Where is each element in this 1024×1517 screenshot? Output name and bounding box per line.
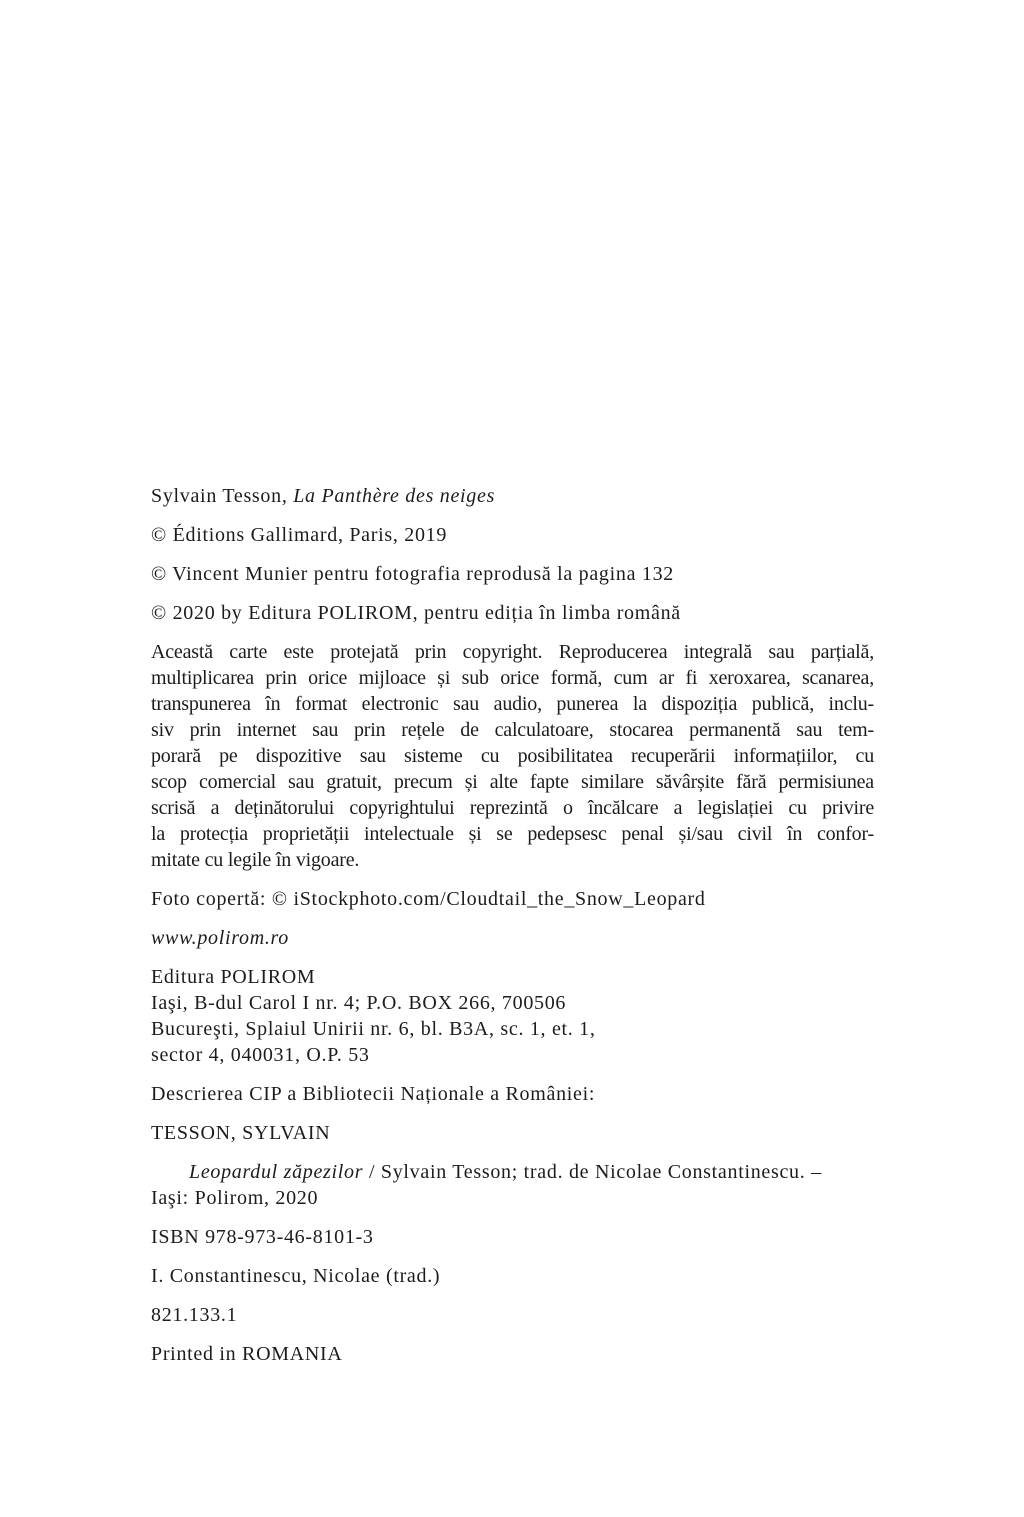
rights-paragraph — [151, 639, 874, 873]
rights-line: scop comercial sau gratuit, precum și alte fapte similare săvârșite fără permisiunea — [151, 771, 874, 793]
copyright-line-polirom: © 2020 by Editura POLIROM, pentru ediția în limba română — [151, 602, 681, 624]
translator-line: I. Constantinescu, Nicolae (trad.) — [151, 1265, 441, 1287]
rights-line: multiplicarea prin orice mijloace și sub orice formă, cum ar fi xeroxarea, scanarea, — [151, 667, 874, 689]
cip-entry — [151, 1159, 874, 1211]
original-title: La Panthère des neiges — [293, 485, 496, 507]
udc-index: 821.133.1 — [151, 1304, 238, 1326]
rights-line: scrisă a deținătorului copyrightului reprezintă o încălcare a legislației cu privire — [151, 797, 874, 819]
publisher-website: www.polirom.ro — [151, 927, 289, 949]
rights-line: porară pe dispozitive sau sisteme cu posibilitatea recuperării informațiilor, cu — [151, 745, 874, 767]
cip-entry-line2: Iaşi: Polirom, 2020 — [151, 1187, 319, 1209]
publisher-address-block — [151, 964, 874, 1068]
rights-line: Această carte este protejată prin copyright. Reproducerea integrală sau parțială, — [151, 641, 874, 663]
rights-line: siv prin internet sau prin rețele de calculatoare, stocarea permanentă sau tem- — [151, 719, 874, 741]
source-author: Sylvain Tesson, — [151, 485, 294, 507]
publisher-address-line: Iaşi, B-dul Carol I nr. 4; P.O. BOX 266, 700506 — [151, 992, 567, 1014]
cip-entry-description: / Sylvain Tesson; trad. de Nicolae Constantinescu. – — [363, 1161, 822, 1183]
cip-author: TESSON, SYLVAIN — [151, 1122, 331, 1144]
book-title-romanian: Leopardul zăpezilor — [189, 1161, 364, 1183]
rights-line: transpunerea în format electronic sau audio, punerea la dispoziția publică, inclu- — [151, 693, 874, 715]
publisher-address-line: Bucureşti, Splaiul Unirii nr. 6, bl. B3A, sc. 1, et. 1, — [151, 1018, 596, 1040]
cover-photo-credit: Foto copertă: © iStockphoto.com/Cloudtail_the_Snow_Leopard — [151, 888, 706, 910]
colophon-page-text — [151, 483, 874, 1380]
cip-entry-line1 — [151, 1159, 874, 1185]
publisher-name: Editura POLIROM — [151, 966, 316, 988]
rights-line: la protecția proprietății intelectuale și se pedepsesc penal și/sau civil în confor- — [151, 823, 874, 845]
copyright-line-munier: © Vincent Munier pentru fotografia reprodusă la pagina 132 — [151, 563, 674, 585]
rights-line: mitate cu legile în vigoare. — [151, 849, 360, 871]
printed-in-line: Printed in ROMANIA — [151, 1343, 343, 1365]
copyright-line-gallimard: © Éditions Gallimard, Paris, 2019 — [151, 524, 448, 546]
cip-heading: Descrierea CIP a Bibliotecii Naționale a României: — [151, 1083, 596, 1105]
isbn-line: ISBN 978-973-46-8101-3 — [151, 1226, 374, 1248]
source-title-line — [151, 483, 874, 509]
publisher-address-line: sector 4, 040031, O.P. 53 — [151, 1044, 370, 1066]
